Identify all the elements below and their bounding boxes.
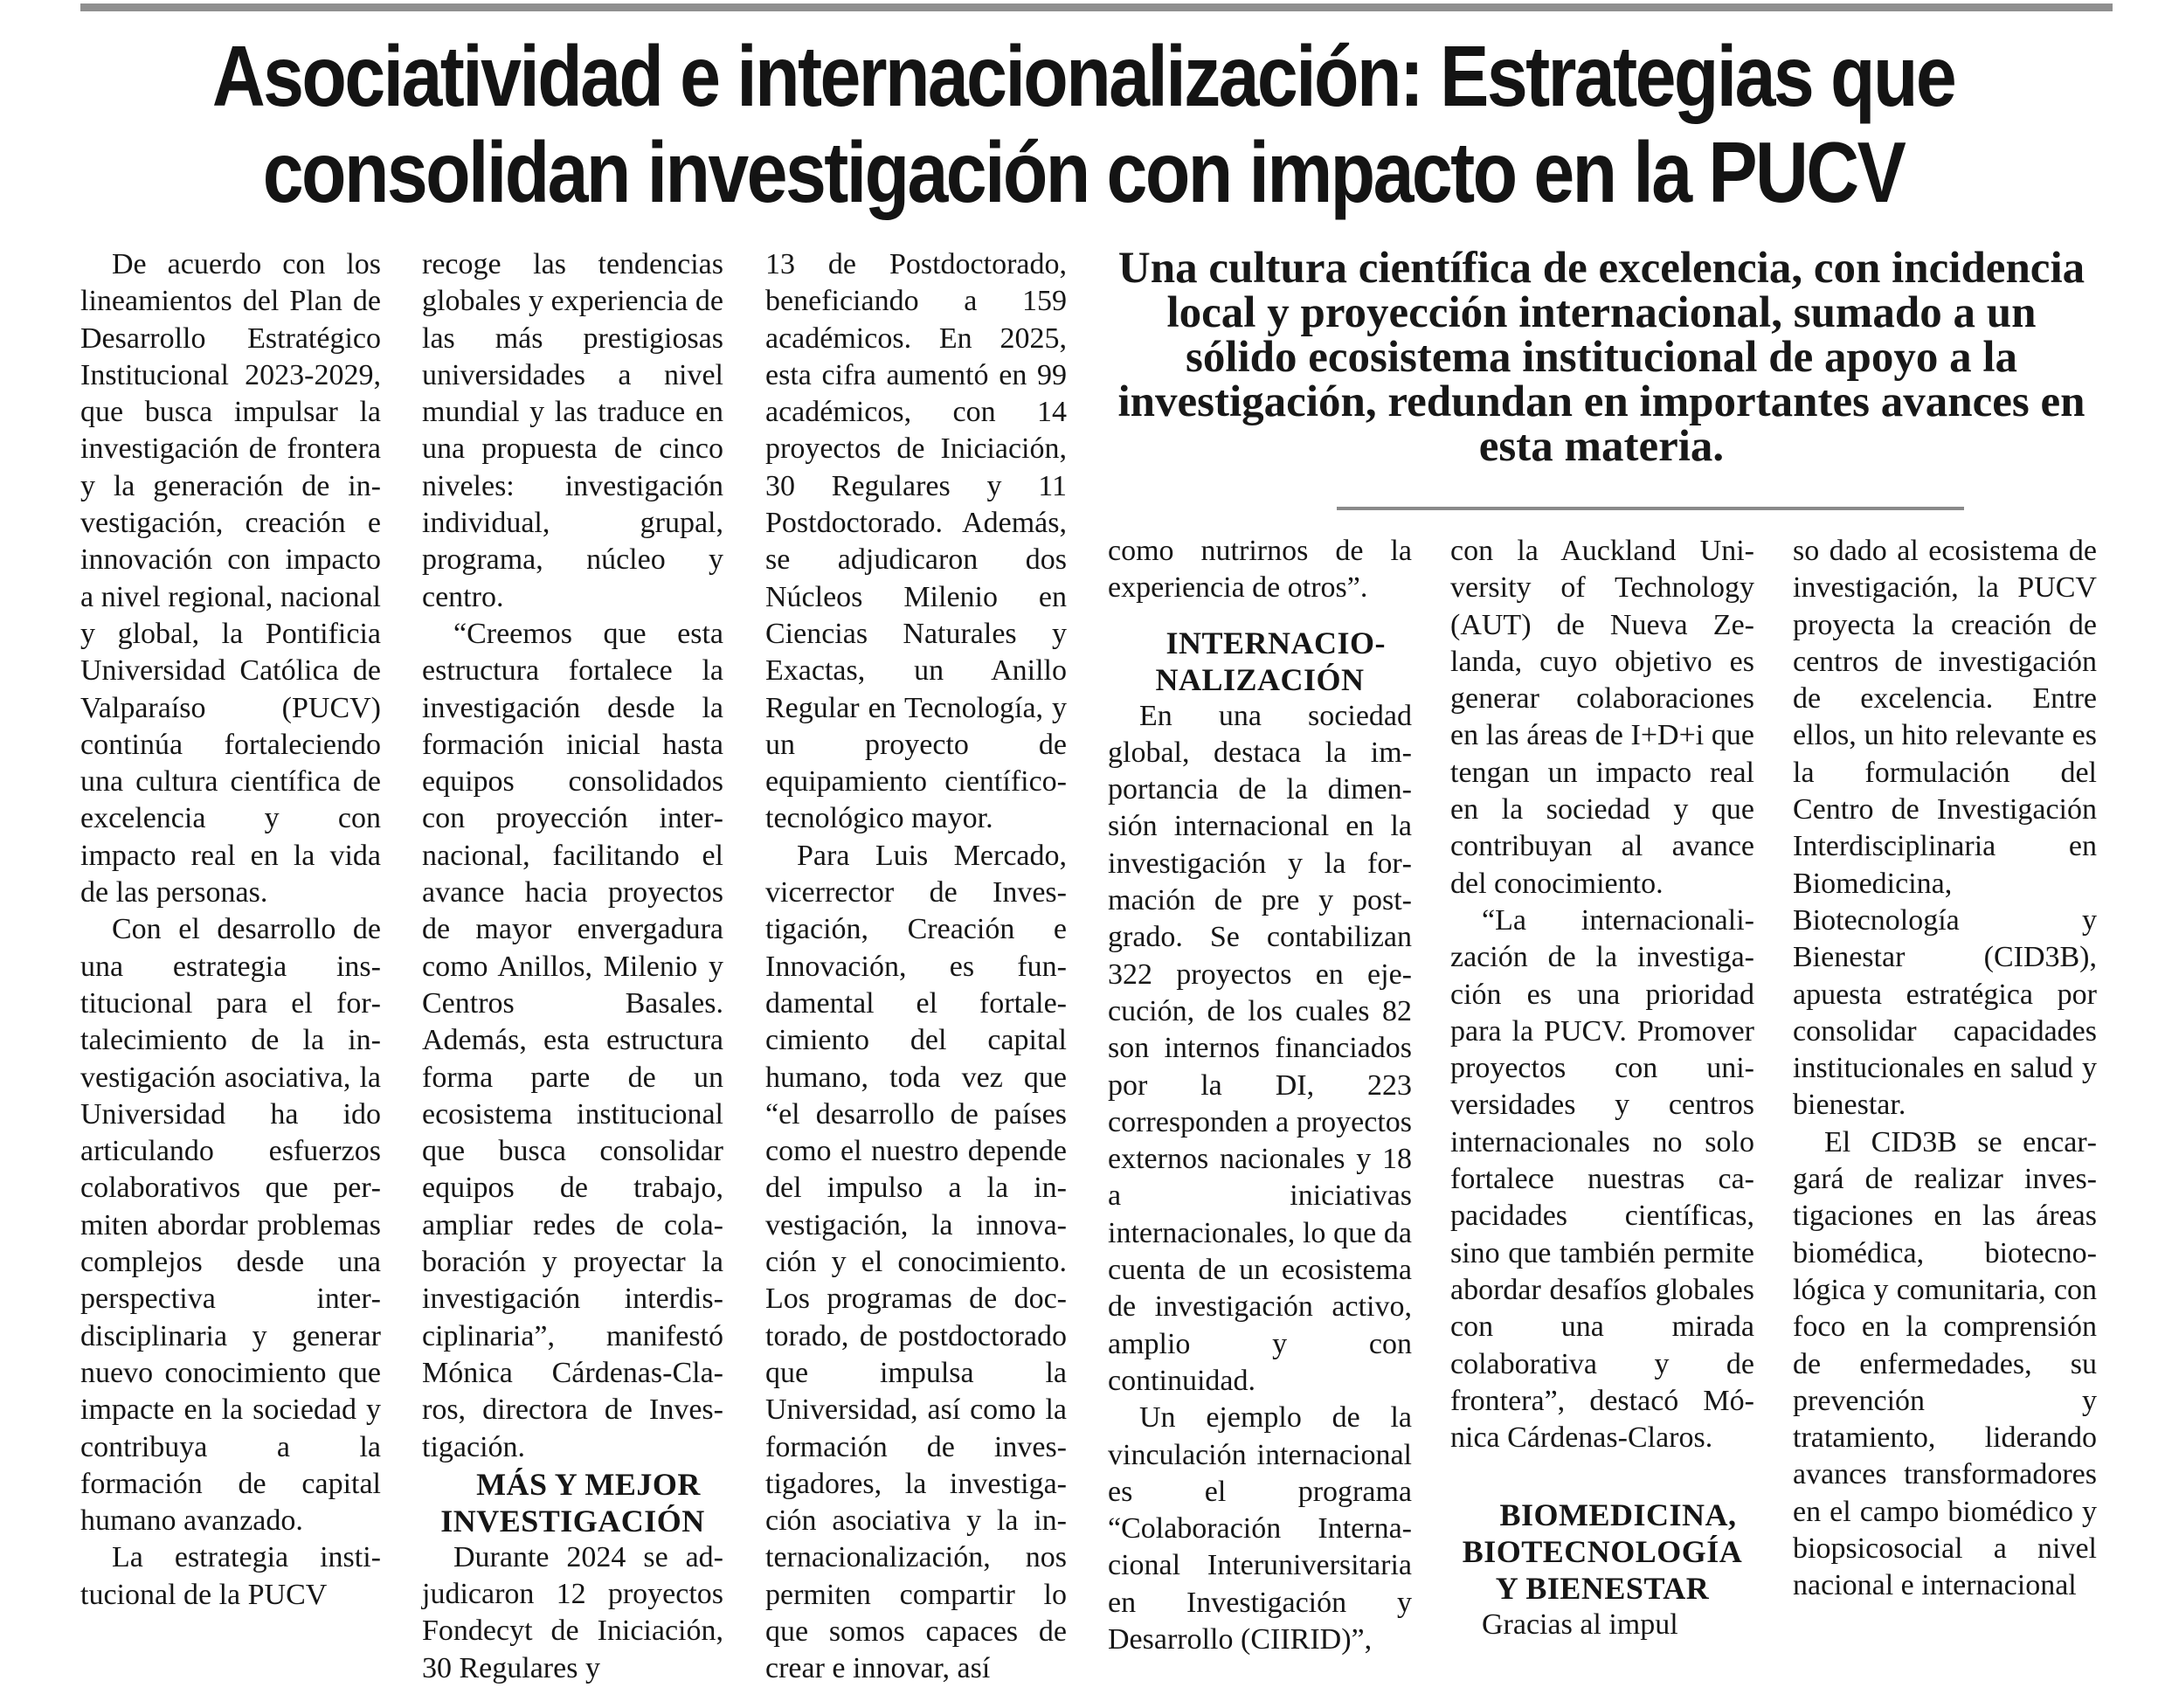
subhead-mas-y-mejor-investigacion: MÁS Y MEJOR INVESTIGACIÓN: [440, 1466, 705, 1539]
subhead-biomedicina: BIOMEDICINA, BIOTECNOLOGÍA Y BIENESTAR: [1462, 1497, 1743, 1607]
headline: [197, 28, 1970, 220]
column-4: [1108, 533, 1412, 1658]
paragraph-11: El CID3B se encargará de realizar investigaciones en las áreas biomédica, biotecnológica y comunitaria, con foco en la comprensión de enfermedades, su prevención y tratamiento, liderando avances transformadores en el campo biomédico y biopsicosocial a nivel nacional e internacional: [1793, 1125, 2097, 1602]
column-2: [422, 246, 723, 1687]
paragraph-3-start: La estrategia institucional de la PUCV: [80, 1541, 381, 1611]
paragraph-8-end: con la Auckland University of Technology (AUT) de Nueva Zelanda, cuyo objetivo es generar colaboraciones en las áreas de I+D+i que tengan un impacto real en la sociedad y que contribuyan al avance del conocimiento.: [1450, 535, 1754, 900]
headline-line-1: Asociatividad e internacionalización: Estrategias que: [211, 28, 1955, 124]
paragraph-4: “Creemos que esta estructura fortalece la investigación desde la formación inicial hasta equipos consolidados con proyección internacional, facilitando el avance hacia proyectos de mayor envergadura como Anillos, Milenio y Centros Basales. Además, esta estructura forma parte de un ecosistema institucional que busca consolidar equipos de trabajo, ampliar redes de colaboración y proyectar la investigación interdisciplinaria”, manifestó Mónica Cárdenas-Claros, directora de Investigación.: [422, 617, 723, 1463]
paragraph-3-end: recoge las tendencias globales y experiencia de las más prestigiosas universidades a nivel mundial y las traduce en una propuesta de cinco niveles: investigación individual, grupal, programa, núcleo y centro.: [422, 248, 723, 613]
paragraph-10-end: so dado al ecosistema de investigación, la PUCV proyecta la creación de centros de investigación de excelencia. Entre ellos, un hito relevante es la formulación del Centro de Investigación Interdisciplinaria en Biomedicina, Biotecnología y Bienestar (CID3B), apuesta estratégica por consolidar capacidades institucionales en salud y bienestar.: [1793, 535, 2097, 1122]
paragraph-6-end: como nutrirnos de la experiencia de otros”.: [1108, 535, 1412, 605]
column-1: [80, 246, 381, 1614]
top-rule: [80, 3, 2113, 11]
paragraph-2: Con el desarrollo de una estrategia institucional para el fortalecimiento de la investigación asociativa, la Universidad ha ido articulando esfuerzos colaborativos que permiten abordar problemas complejos desde una perspectiva interdisciplinaria y generar nuevo conocimiento que impacte en la sociedad y contribuya a la formación de capital humano avanzado.: [80, 913, 381, 1538]
deck: Una cultura científica de excelencia, con incidencia local y proyección internacional, sumado a un sólido ecosistema institucional de apoyo a la investigación, redundan en importantes avances en esta materia.: [1117, 244, 2085, 471]
paragraph-1: De acuerdo con los lineamientos del Plan de Desarrollo Estratégico Institucional 2023-2029, que busca impulsar la investigación de frontera y la generación de investigación, creación e innovación con impacto a nivel regional, nacional y global, la Pontificia Universidad Católica de Valparaíso (PUCV) continúa fortaleciendo una cultura científica de excelencia y con impacto real en la vida de las personas.: [80, 248, 381, 909]
column-5: [1450, 533, 1754, 1644]
paragraph-5-end: 13 de Postdoctorado, beneficiando a 159 académicos. En 2025, esta cifra aumentó en 99 académicos, con 14 proyectos de Iniciación, 30 Regulares y 11 Postdoctorado. Además, se adjudicaron dos Núcleos Milenio en Ciencias Naturales y Exactas, un Anillo Regular en Tecnología, y un proyecto de equipamiento científico-tecnológico mayor.: [765, 248, 1067, 835]
column-3: [765, 246, 1067, 1688]
paragraph-7: En una sociedad global, destaca la importancia de la dimensión internacional en la investigación y la formación de pre y postgrado. Se contabilizan 322 proyectos en ejecución, de los cuales 82 son internos financiados por la DI, 223 corresponden a proyectos externos nacionales y 18 a iniciativas internacionales, lo que da cuenta de un ecosistema de investigación activo, amplio y con continuidad.: [1108, 699, 1412, 1397]
paragraph-8-start: Un ejemplo de la vinculación internacional es el programa “Colaboración Internacional Interuniversitaria en Investigación y Desarrollo (CIIRID)”,: [1108, 1401, 1412, 1656]
column-6: [1793, 533, 2097, 1605]
paragraph-9: “La internacionalización de la investigación es una prioridad para la PUCV. Promover proyectos con universidades y centros internacionales no solo fortalece nuestras capacidades científicas, sino que también permite abordar desafíos globales con una mirada colaborativa y de frontera”, destacó Mónica Cárdenas-Claros.: [1450, 903, 1754, 1455]
headline-line-2: consolidan investigación con impacto en la PUCV: [262, 124, 1905, 220]
paragraph-6: Para Luis Mercado, vicerrector de Investigación, Creación e Innovación, es fundamental el fortalecimiento del capital humano, toda vez que “el desarrollo de países como el nuestro depende del impulso a la investigación, la innovación y el conocimiento. Los programas de doctorado, de postdoctorado que impulsa la Universidad, así como la formación de investigadores, la investigación asociativa y la internacionalización, nos permiten compartir lo que somos capaces de crear e innovar, así: [765, 839, 1067, 1685]
subhead-internacionalizacion: INTERNACIONALIZACIÓN: [1155, 625, 1386, 697]
deck-rule: [1337, 507, 1964, 510]
paragraph-10-start: Gracias al impul: [1482, 1608, 1678, 1642]
paragraph-5-start: Durante 2024 se adjudicaron 12 proyectos Fondecyt de Iniciación, 30 Regulares y: [422, 1540, 723, 1684]
